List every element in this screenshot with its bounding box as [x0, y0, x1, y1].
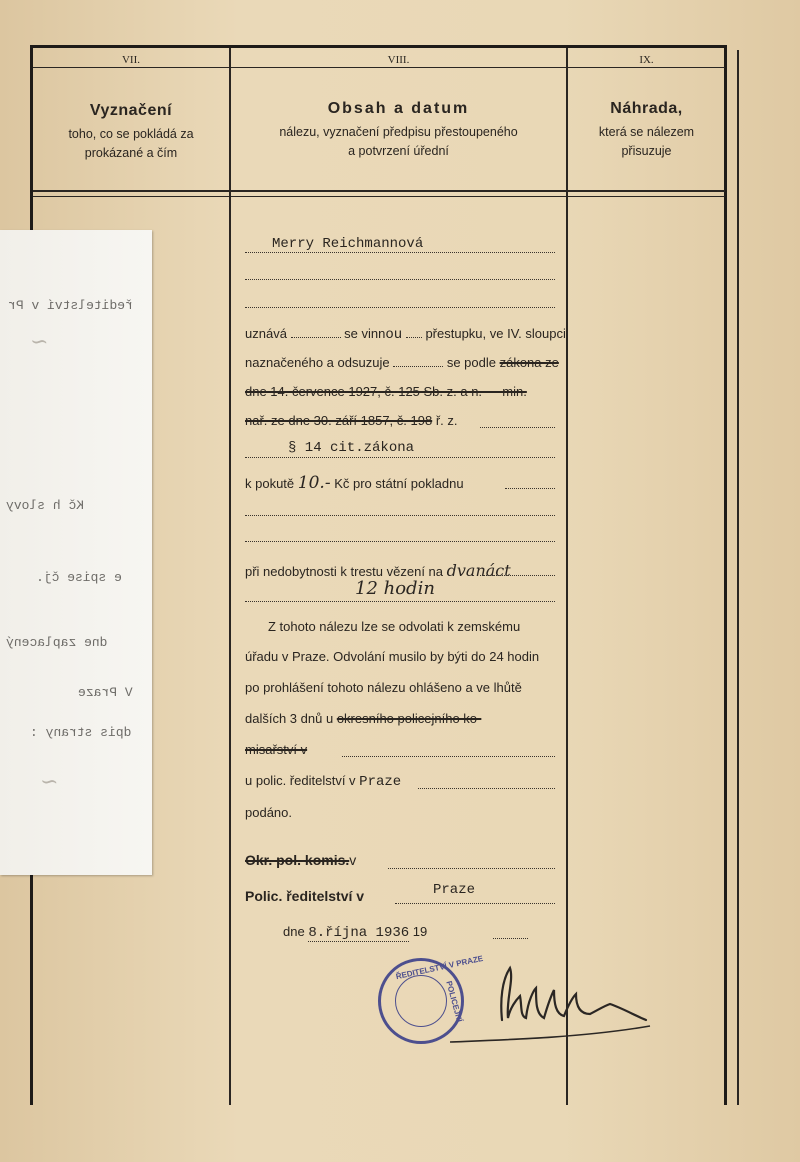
verdict-line-1: uznává se vinnou přestupku, ve IV. sloupci: [245, 326, 566, 343]
dotted-line: [493, 938, 528, 939]
office-city: Praze: [433, 882, 476, 898]
appeal-line-4: dalších 3 dnů u okresního policejního ko-: [245, 711, 482, 726]
column-title-viii: Obsah a datum: [327, 100, 470, 117]
dotted-line: [418, 788, 555, 789]
fine-line: k pokutě 10.- Kč pro státní pokladnu: [245, 473, 464, 493]
column-divider-1: [229, 48, 231, 1105]
dotted-line: [245, 307, 555, 308]
appeal-line-6: u polic. ředitelství v Praze: [245, 773, 402, 790]
dotted-line: [480, 575, 555, 576]
column-numeral-ix: IX.: [639, 54, 654, 66]
slip-line: Kč h slovy: [6, 498, 85, 513]
office-line-struck: Okr. pol. komis.v: [245, 852, 357, 868]
office-line: Polic. ředitelství v: [245, 888, 365, 904]
verdict-line-4: nař. ze dne 30. září 1857, č. 198 ř. z.: [245, 413, 458, 428]
dotted-line: [505, 488, 555, 489]
slip-line: V Praze: [78, 685, 133, 700]
dotted-line: [245, 515, 555, 516]
appeal-line-3: po prohlášení tohoto nálezu ohlášeno a ve lhůtě: [245, 680, 522, 695]
column-title-ix: Náhrada,: [610, 100, 683, 117]
pasted-slip: [0, 230, 152, 875]
column-divider-2: [566, 48, 568, 1105]
dotted-line: [245, 601, 555, 602]
slip-line: e spise čj.: [36, 570, 122, 585]
paragraph-reference: § 14 cit.zákona: [288, 440, 415, 456]
column-subtitle-vii: toho, co se pokládá za prokázané a čím: [68, 127, 194, 160]
prison-line: při nedobytnosti k trestu vězení na dvanáct: [245, 561, 511, 580]
slip-line: ředitelství v Pr: [8, 298, 133, 313]
signature: [440, 960, 670, 1050]
slip-handwriting: ~: [40, 770, 59, 795]
dotted-line: [245, 457, 555, 458]
dotted-line: [342, 756, 555, 757]
column-subtitle-ix: která se nálezem přisuzuje: [598, 125, 695, 158]
dotted-line: [395, 903, 555, 904]
column-title-vii: Vyznačení: [89, 102, 173, 119]
dotted-line: [245, 279, 555, 280]
column-numeral-viii: VIII.: [387, 54, 410, 66]
slip-line: dpis strany :: [30, 725, 132, 740]
appeal-line-5: misařství v: [245, 742, 308, 757]
appeal-line-1: Z tohoto nálezu lze se odvolati k zemskému: [268, 619, 521, 634]
slip-handwriting: ~: [30, 330, 49, 355]
stamp-text-side: POLICEJNÍ: [444, 979, 464, 1024]
header-rule-2: [33, 196, 725, 197]
verdict-line-2: naznačeného a odsuzuje se podle zákona ze: [245, 355, 559, 370]
numeral-rule: [33, 67, 725, 68]
prison-duration-handwritten: 12 hodin: [355, 578, 435, 599]
slip-line: dne zaplacený: [6, 635, 108, 650]
date-line: dne 8.října 1936 19: [283, 924, 428, 941]
appeal-line-7: podáno.: [245, 805, 292, 820]
column-subtitle-viii: nálezu, vyznačení předpisu přestoupeného a potvrzení úřední: [279, 125, 518, 158]
column-numeral-vii: VII.: [121, 54, 141, 66]
defendant-name: Merry Reichmannová: [272, 236, 424, 252]
dotted-line: [480, 427, 555, 428]
stamp-text-top: ŘEDITELSTVÍ V PRAZE: [395, 953, 484, 982]
appeal-line-2: úřadu v Praze. Odvolání musilo by býti do 24 hodin: [245, 649, 540, 664]
right-margin-rule: [737, 50, 739, 1105]
header-rule-1: [33, 190, 725, 192]
dotted-line: [245, 252, 555, 253]
verdict-line-3: dne 14. července 1927, č. 125 Sb. z. a n. — min.: [245, 384, 527, 399]
dotted-line: [388, 868, 555, 869]
dotted-line: [245, 541, 555, 542]
